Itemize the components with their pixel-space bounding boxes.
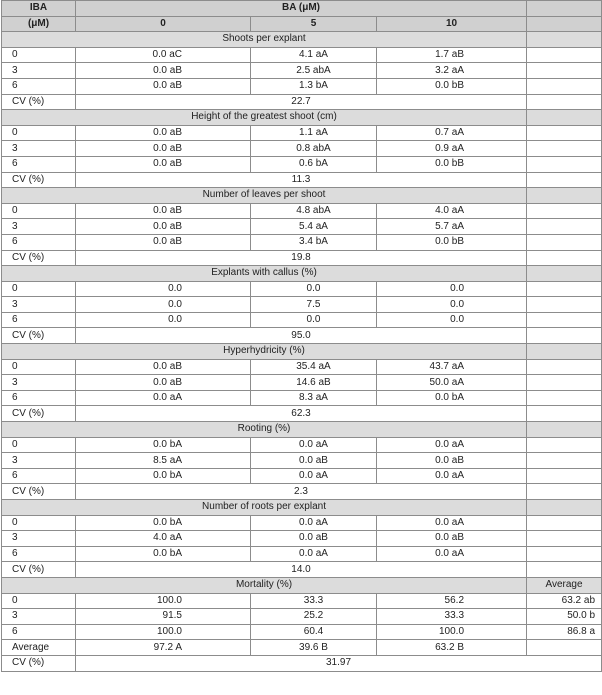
table-row [2,375,602,391]
row-average: 50.0 b [527,609,602,625]
value-ba-5: 3.4 bA [251,234,377,250]
blank-cell [527,640,602,656]
value-ba-0: 0.0 aB [76,219,251,235]
value-ba-0: 0.0 bA [76,515,251,531]
value-ba-10: 0.7 aA [377,125,527,141]
table-row [2,609,602,625]
cv-label: CV (%) [2,172,76,188]
iba-level: 0 [2,359,76,375]
value-ba-10: 0.0 [377,312,527,328]
table-row [2,437,602,453]
ba-level-0: 0 [76,16,251,32]
average-row [2,640,602,656]
value-ba-5: 7.5 [251,297,377,313]
value-ba-0: 4.0 aA [76,531,251,547]
table-row [2,359,602,375]
table-row [2,593,602,609]
section-title-row [2,344,602,360]
value-ba-10: 0.0 aA [377,437,527,453]
iba-level: 0 [2,437,76,453]
average-ba-5: 39.6 B [251,640,377,656]
value-ba-5: 4.8 abA [251,203,377,219]
cv-value: 95.0 [76,328,527,344]
iba-level: 0 [2,281,76,297]
table-row [2,453,602,469]
value-ba-5: 0.0 aA [251,468,377,484]
blank-cell [527,63,602,79]
blank-cell [527,47,602,63]
iba-level: 0 [2,593,76,609]
value-ba-10: 0.0 aA [377,468,527,484]
iba-level: 6 [2,390,76,406]
value-ba-5: 0.6 bA [251,156,377,172]
cv-value: 11.3 [76,172,527,188]
blank-cell [527,281,602,297]
value-ba-5: 0.0 aA [251,515,377,531]
iba-unit-header: (μM) [2,16,76,32]
header-row-1 [2,1,602,17]
table-row [2,219,602,235]
iba-level: 6 [2,312,76,328]
value-ba-5: 0.8 abA [251,141,377,157]
section-title-row [2,500,602,516]
value-ba-0: 0.0 bA [76,437,251,453]
section-title-row [2,110,602,126]
blank-cell [527,468,602,484]
value-ba-5: 1.3 bA [251,78,377,94]
value-ba-5: 5.4 aA [251,219,377,235]
average-header: Average [527,577,602,593]
value-ba-0: 0.0 bA [76,468,251,484]
section-title: Shoots per explant [2,32,527,48]
blank-cell [527,500,602,516]
cv-label: CV (%) [2,328,76,344]
iba-level: 3 [2,531,76,547]
value-ba-5: 35.4 aA [251,359,377,375]
table-row [2,156,602,172]
cv-row [2,562,602,578]
value-ba-0: 0.0 [76,281,251,297]
blank-cell [527,328,602,344]
cv-label: CV (%) [2,484,76,500]
cv-label: CV (%) [2,250,76,266]
ba-level-10: 10 [377,16,527,32]
cv-row [2,250,602,266]
blank-cell [527,546,602,562]
value-ba-0: 0.0 [76,312,251,328]
blank-cell [527,110,602,126]
blank-cell [527,297,602,313]
value-ba-5: 4.1 aA [251,47,377,63]
table-row [2,141,602,157]
blank-cell [527,234,602,250]
table-row [2,203,602,219]
value-ba-5: 8.3 aA [251,390,377,406]
row-average: 63.2 ab [527,593,602,609]
value-ba-5: 60.4 [251,624,377,640]
iba-level: 6 [2,78,76,94]
value-ba-5: 25.2 [251,609,377,625]
ba-header: BA (μM) [76,1,527,17]
value-ba-0: 0.0 bA [76,546,251,562]
value-ba-0: 8.5 aA [76,453,251,469]
blank-cell [527,484,602,500]
table-row [2,63,602,79]
iba-header: IBA [2,1,76,17]
header-row-2 [2,16,602,32]
table-row [2,234,602,250]
section-title-row [2,32,602,48]
iba-level: 0 [2,203,76,219]
value-ba-10: 100.0 [377,624,527,640]
value-ba-0: 0.0 aB [76,141,251,157]
value-ba-0: 100.0 [76,593,251,609]
table-row [2,281,602,297]
blank-cell [527,344,602,360]
value-ba-5: 14.6 aB [251,375,377,391]
value-ba-0: 0.0 aB [76,156,251,172]
iba-level: 3 [2,219,76,235]
iba-level: 6 [2,546,76,562]
value-ba-5: 0.0 aB [251,453,377,469]
blank-cell [527,312,602,328]
blank-cell [527,172,602,188]
value-ba-5: 0.0 [251,281,377,297]
value-ba-10: 1.7 aB [377,47,527,63]
value-ba-0: 0.0 aB [76,359,251,375]
blank-cell [527,453,602,469]
blank-cell [527,531,602,547]
iba-level: 0 [2,125,76,141]
value-ba-5: 0.0 aA [251,546,377,562]
blank-cell [527,219,602,235]
blank-cell [527,94,602,110]
blank-cell [527,359,602,375]
iba-level: 3 [2,141,76,157]
value-ba-5: 1.1 aA [251,125,377,141]
blank-cell [527,203,602,219]
cv-row [2,484,602,500]
iba-level: 3 [2,453,76,469]
section-title: Mortality (%) [2,577,527,593]
blank-cell [527,375,602,391]
blank-cell [527,125,602,141]
value-ba-0: 0.0 [76,297,251,313]
value-ba-0: 0.0 aA [76,390,251,406]
blank-cell [527,422,602,438]
value-ba-10: 0.0 bA [377,390,527,406]
section-title: Height of the greatest shoot (cm) [2,110,527,126]
value-ba-0: 0.0 aB [76,125,251,141]
cv-value: 62.3 [76,406,527,422]
table-row [2,546,602,562]
cv-label: CV (%) [2,655,76,671]
table-row [2,531,602,547]
value-ba-0: 0.0 aB [76,234,251,250]
value-ba-10: 0.0 bB [377,156,527,172]
value-ba-10: 43.7 aA [377,359,527,375]
section-title-row [2,188,602,204]
value-ba-10: 0.0 [377,297,527,313]
table-row [2,125,602,141]
blank-cell [527,141,602,157]
cv-value: 14.0 [76,562,527,578]
section-title: Number of leaves per shoot [2,188,527,204]
table-row [2,390,602,406]
blank-cell [527,562,602,578]
cv-row [2,172,602,188]
iba-level: 3 [2,63,76,79]
value-ba-0: 100.0 [76,624,251,640]
section-title: Hyperhydricity (%) [2,344,527,360]
cv-row [2,94,602,110]
cv-label: CV (%) [2,406,76,422]
blank-cell [527,406,602,422]
blank-header-cell [527,1,602,17]
value-ba-5: 0.0 [251,312,377,328]
results-table [1,0,602,672]
value-ba-10: 50.0 aA [377,375,527,391]
cv-value: 31.97 [76,655,602,671]
value-ba-0: 0.0 aB [76,63,251,79]
value-ba-10: 0.0 bB [377,234,527,250]
cv-value: 2.3 [76,484,527,500]
blank-cell [527,32,602,48]
ba-level-5: 5 [251,16,377,32]
table-row [2,624,602,640]
row-average: 86.8 a [527,624,602,640]
average-ba-0: 97.2 A [76,640,251,656]
table-row [2,47,602,63]
value-ba-10: 56.2 [377,593,527,609]
value-ba-10: 0.0 aB [377,453,527,469]
cv-row [2,655,602,671]
blank-cell [527,390,602,406]
iba-level: 6 [2,624,76,640]
cv-row [2,406,602,422]
section-title: Rooting (%) [2,422,527,438]
blank-cell [527,78,602,94]
value-ba-10: 3.2 aA [377,63,527,79]
iba-level: 3 [2,375,76,391]
iba-level: 6 [2,156,76,172]
value-ba-5: 0.0 aB [251,531,377,547]
table-row [2,78,602,94]
average-label: Average [2,640,76,656]
value-ba-10: 33.3 [377,609,527,625]
table-row [2,515,602,531]
cv-label: CV (%) [2,94,76,110]
value-ba-0: 0.0 aB [76,203,251,219]
value-ba-10: 4.0 aA [377,203,527,219]
blank-cell [527,188,602,204]
section-title-row [2,266,602,282]
section-title-row [2,422,602,438]
value-ba-10: 0.0 aB [377,531,527,547]
table-row [2,297,602,313]
value-ba-5: 33.3 [251,593,377,609]
results-table-body [2,1,602,672]
value-ba-10: 0.0 aA [377,515,527,531]
section-title: Explants with callus (%) [2,266,527,282]
value-ba-10: 0.0 aA [377,546,527,562]
value-ba-5: 2.5 abA [251,63,377,79]
value-ba-0: 0.0 aB [76,375,251,391]
value-ba-10: 0.0 bB [377,78,527,94]
iba-level: 0 [2,47,76,63]
value-ba-10: 0.0 [377,281,527,297]
iba-level: 6 [2,468,76,484]
average-ba-10: 63.2 B [377,640,527,656]
blank-cell [527,266,602,282]
value-ba-10: 0.9 aA [377,141,527,157]
value-ba-0: 0.0 aB [76,78,251,94]
cv-row [2,328,602,344]
iba-level: 0 [2,515,76,531]
cv-value: 19.8 [76,250,527,266]
cv-label: CV (%) [2,562,76,578]
value-ba-10: 5.7 aA [377,219,527,235]
iba-level: 3 [2,609,76,625]
blank-cell [527,250,602,266]
blank-header-cell [527,16,602,32]
value-ba-0: 91.5 [76,609,251,625]
table-row [2,312,602,328]
section-title-row [2,577,602,593]
cv-value: 22.7 [76,94,527,110]
blank-cell [527,515,602,531]
value-ba-0: 0.0 aC [76,47,251,63]
value-ba-5: 0.0 aA [251,437,377,453]
table-row [2,468,602,484]
blank-cell [527,437,602,453]
blank-cell [527,156,602,172]
iba-level: 3 [2,297,76,313]
iba-level: 6 [2,234,76,250]
section-title: Number of roots per explant [2,500,527,516]
